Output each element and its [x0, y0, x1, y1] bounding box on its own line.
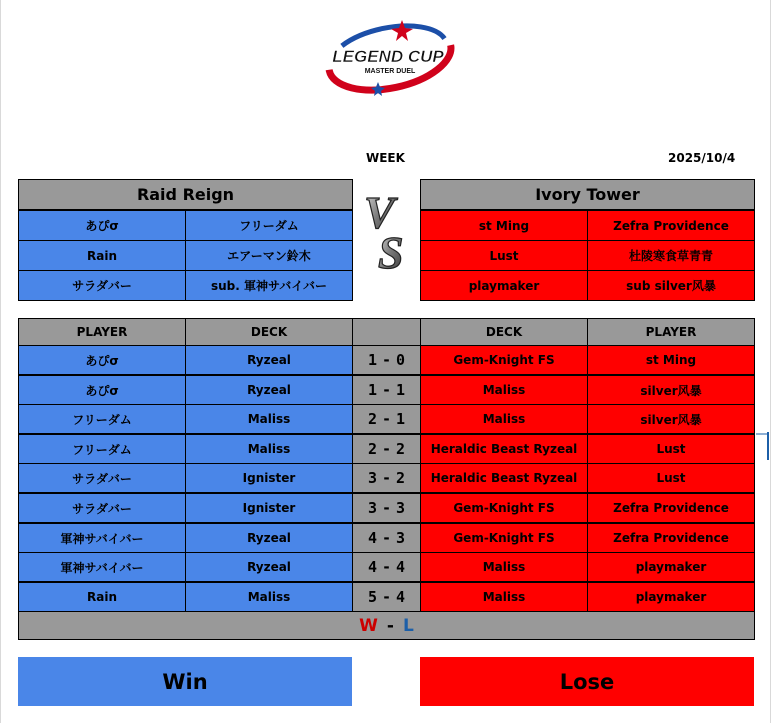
- right-player-cell: playmaker: [587, 552, 755, 582]
- left-player-cell: フリーダム: [18, 404, 186, 434]
- left-roster-cell: sub. 軍神サバイバー: [185, 270, 353, 301]
- right-player-cell: Zefra Providence: [587, 493, 755, 523]
- legend-cup-logo: [318, 12, 458, 98]
- right-score: 1: [395, 381, 406, 399]
- left-deck-cell: Maliss: [185, 404, 353, 434]
- score-separator: -: [381, 440, 392, 458]
- svg-text:V: V: [364, 187, 395, 238]
- score-separator: -: [381, 529, 392, 547]
- left-player-cell: Rain: [18, 582, 186, 612]
- score-cell: [352, 523, 421, 553]
- left-player-cell: あぴσ: [18, 375, 186, 405]
- right-roster-cell: Zefra Providence: [587, 210, 755, 241]
- right-deck-cell: Heraldic Beast Ryzeal: [420, 434, 588, 464]
- score-separator: -: [381, 499, 392, 517]
- loss-letter: L: [402, 615, 414, 636]
- left-player-cell: あぴσ: [18, 345, 186, 375]
- vs-emblem: [360, 184, 414, 274]
- left-score: 3: [367, 499, 378, 517]
- score-cell: [352, 493, 421, 523]
- left-score: 1: [367, 351, 378, 369]
- right-deck-cell: Gem-Knight FS: [420, 523, 588, 553]
- score-separator: -: [381, 469, 392, 487]
- left-deck-cell: Ignister: [185, 493, 353, 523]
- right-score: 2: [395, 469, 406, 487]
- left-player-cell: 軍神サバイバー: [18, 523, 186, 553]
- score-separator: -: [381, 410, 392, 428]
- right-score: 4: [395, 558, 406, 576]
- right-deck-cell: Gem-Knight FS: [420, 345, 588, 375]
- left-roster-cell: エアーマン鈴木: [185, 240, 353, 271]
- left-score: 1: [367, 381, 378, 399]
- score-cell: [352, 345, 421, 375]
- right-team-name: Ivory Tower: [420, 179, 755, 210]
- score-separator: -: [381, 588, 392, 606]
- win-banner: Win: [18, 657, 352, 706]
- left-player-cell: サラダバー: [18, 493, 186, 523]
- svg-text:S: S: [378, 227, 404, 274]
- right-deck-cell: Heraldic Beast Ryzeal: [420, 463, 588, 493]
- right-roster-cell: Lust: [420, 240, 588, 271]
- left-score: 4: [367, 558, 378, 576]
- column-header-left-player: PLAYER: [18, 318, 186, 346]
- column-header-left-deck: DECK: [185, 318, 353, 346]
- left-deck-cell: Ryzeal: [185, 552, 353, 582]
- right-deck-cell: Maliss: [420, 582, 588, 612]
- right-player-cell: st Ming: [587, 345, 755, 375]
- left-roster-cell: サラダバー: [18, 270, 186, 301]
- left-score: 4: [367, 529, 378, 547]
- left-deck-cell: Maliss: [185, 434, 353, 464]
- right-roster-cell: playmaker: [420, 270, 588, 301]
- right-score: 2: [395, 440, 406, 458]
- right-deck-cell: Maliss: [420, 404, 588, 434]
- right-player-cell: silver风暴: [587, 375, 755, 405]
- left-score: 5: [367, 588, 378, 606]
- right-score: 3: [395, 529, 406, 547]
- score-separator: -: [381, 558, 392, 576]
- right-score: 0: [395, 351, 406, 369]
- logo-subtitle: MASTER DUEL: [364, 68, 416, 75]
- score-cell: [352, 582, 421, 612]
- score-cell: [352, 434, 421, 464]
- right-deck-cell: Maliss: [420, 552, 588, 582]
- left-roster-cell: Rain: [18, 240, 186, 271]
- right-player-cell: Lust: [587, 434, 755, 464]
- logo-title: LEGEND CUP: [332, 47, 444, 66]
- week-label: WEEK: [366, 151, 405, 165]
- left-deck-cell: Ryzeal: [185, 375, 353, 405]
- left-player-cell: 軍神サバイバー: [18, 552, 186, 582]
- left-roster-cell: あぴσ: [18, 210, 186, 241]
- score-separator: -: [381, 381, 392, 399]
- left-player-cell: サラダバー: [18, 463, 186, 493]
- right-score: 4: [395, 588, 406, 606]
- right-player-cell: silver风暴: [587, 404, 755, 434]
- right-roster-cell: 杜陵寒食草青青: [587, 240, 755, 271]
- right-player-cell: Lust: [587, 463, 755, 493]
- score-cell: [352, 375, 421, 405]
- left-roster-cell: フリーダム: [185, 210, 353, 241]
- score-cell: [352, 552, 421, 582]
- left-deck-cell: Maliss: [185, 582, 353, 612]
- right-roster-cell: sub silver风暴: [587, 270, 755, 301]
- match-date: 2025/10/4: [668, 151, 736, 165]
- right-player-cell: playmaker: [587, 582, 755, 612]
- right-score: 1: [395, 410, 406, 428]
- score-cell: [352, 463, 421, 493]
- right-deck-cell: Gem-Knight FS: [420, 493, 588, 523]
- right-deck-cell: Maliss: [420, 375, 588, 405]
- win-loss-bar: [18, 611, 755, 640]
- left-score: 2: [367, 410, 378, 428]
- left-team-name: Raid Reign: [18, 179, 353, 210]
- right-player-cell: Zefra Providence: [587, 523, 755, 553]
- column-header-right-deck: DECK: [420, 318, 588, 346]
- selection-edge: [756, 432, 770, 460]
- win-letter: W: [359, 615, 378, 636]
- right-roster-cell: st Ming: [420, 210, 588, 241]
- score-cell: [352, 404, 421, 434]
- left-deck-cell: Ryzeal: [185, 523, 353, 553]
- left-player-cell: フリーダム: [18, 434, 186, 464]
- win-loss-separator: -: [386, 615, 394, 636]
- sheet-gridline: [0, 0, 1, 723]
- score-separator: -: [381, 351, 392, 369]
- column-header-right-player: PLAYER: [587, 318, 755, 346]
- left-score: 2: [367, 440, 378, 458]
- column-header-score: [352, 318, 421, 346]
- left-deck-cell: Ignister: [185, 463, 353, 493]
- right-score: 3: [395, 499, 406, 517]
- left-deck-cell: Ryzeal: [185, 345, 353, 375]
- lose-banner: Lose: [420, 657, 754, 706]
- left-score: 3: [367, 469, 378, 487]
